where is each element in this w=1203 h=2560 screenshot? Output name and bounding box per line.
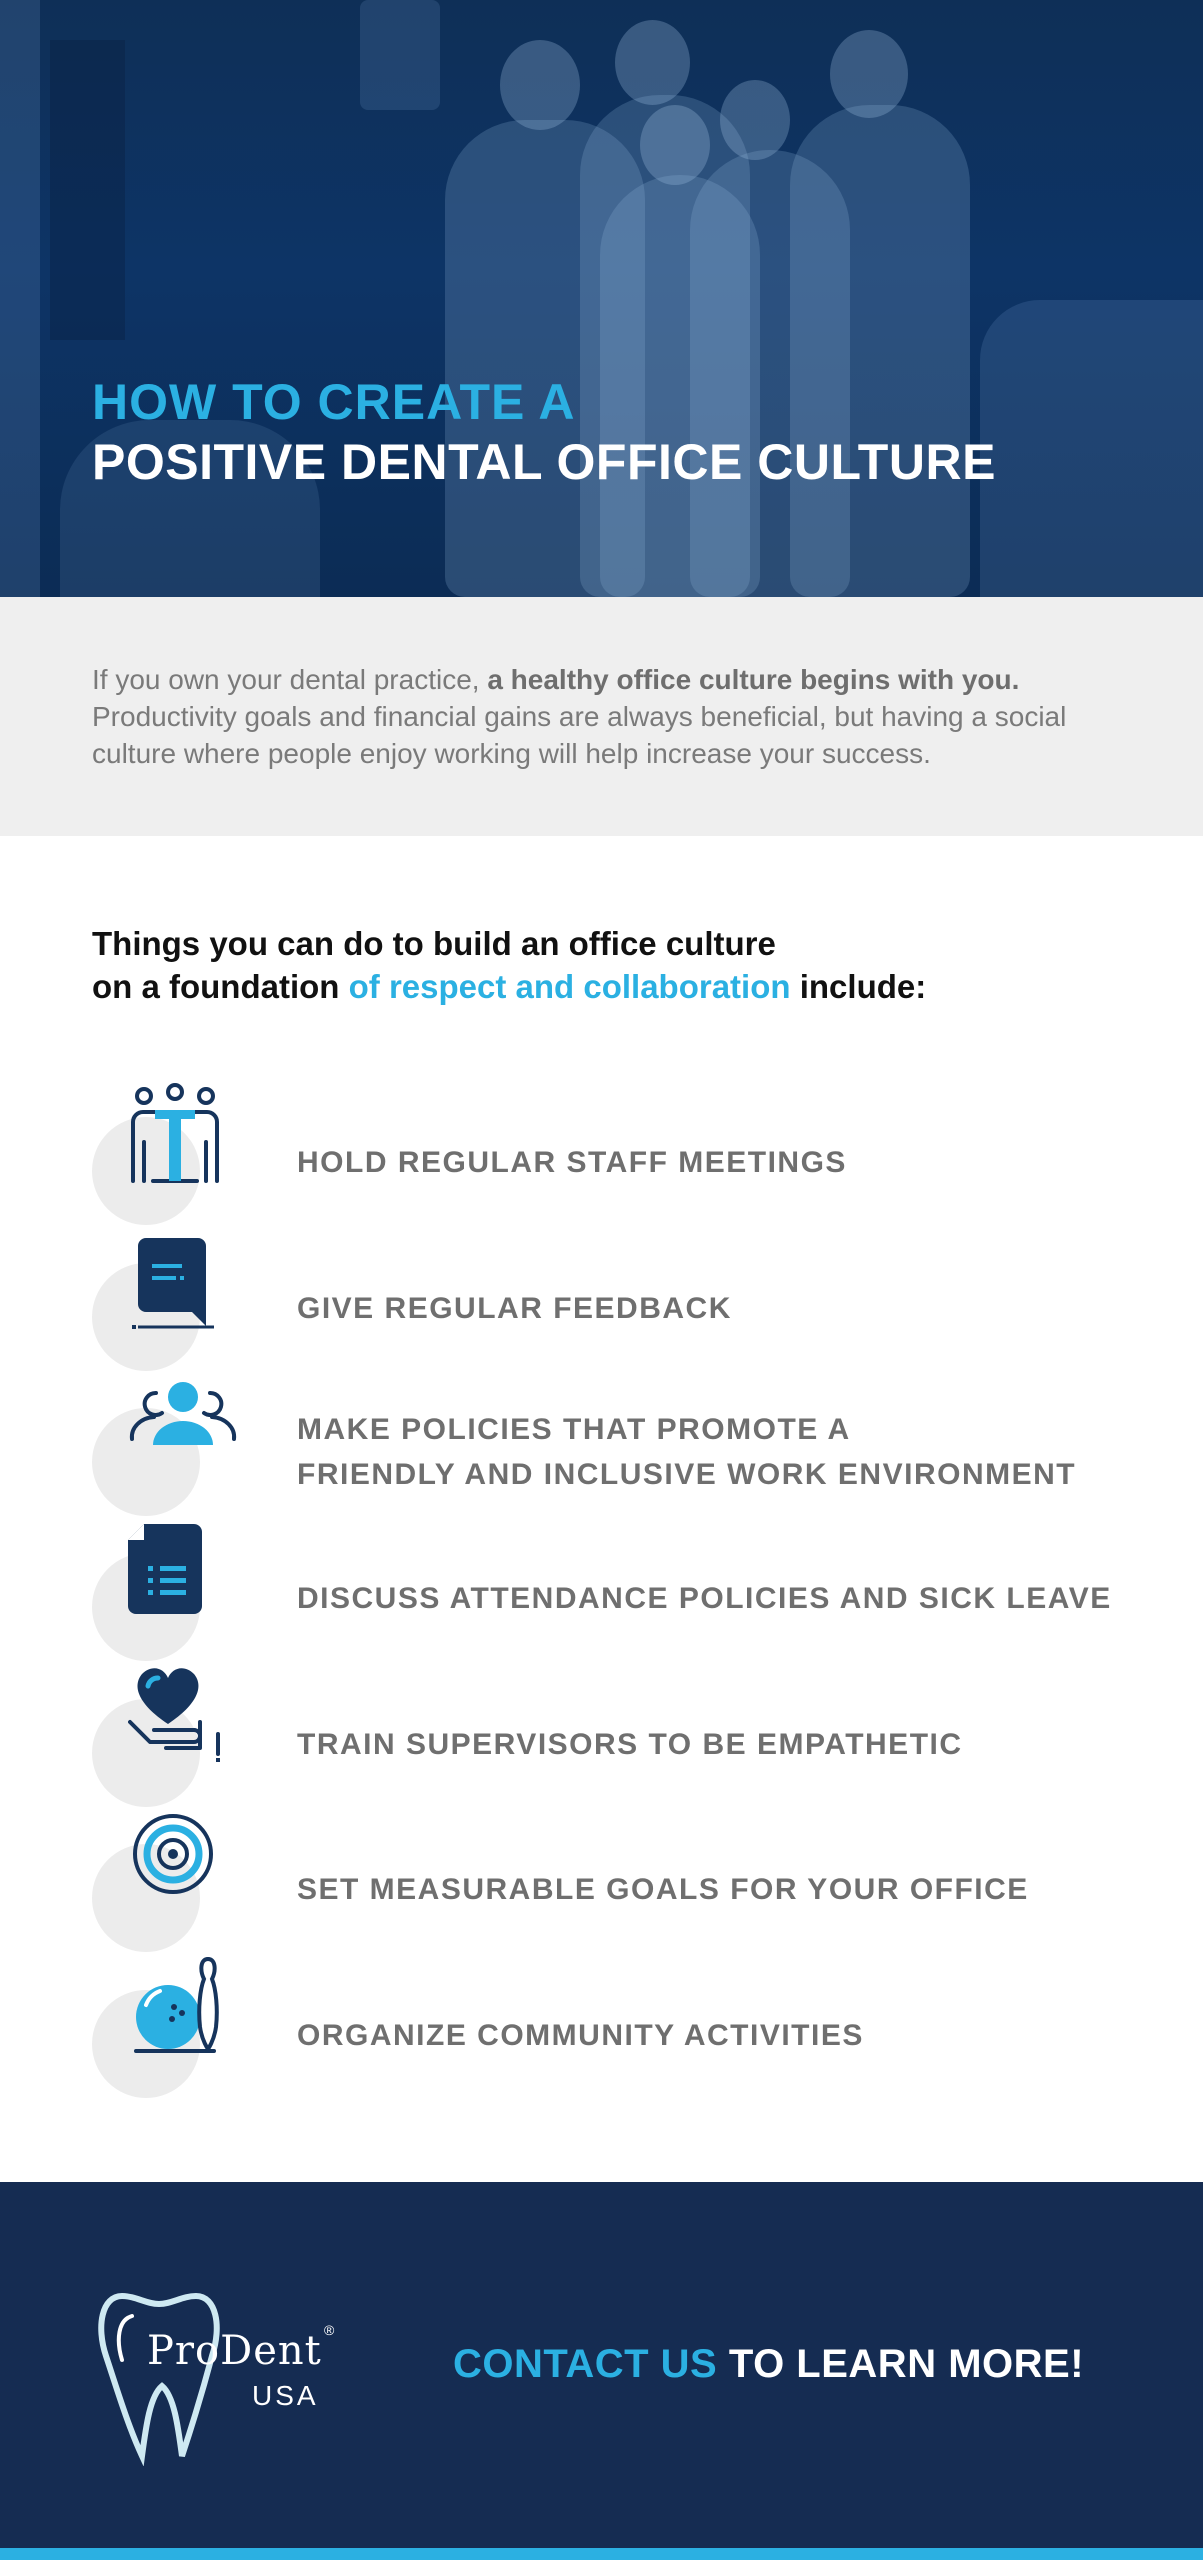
item-label-line2: FRIENDLY AND INCLUSIVE WORK ENVIRONMENT [297,1458,1077,1491]
list-item [0,1373,1203,1503]
list-heading-line1: Things you can do to build an office culture [92,925,776,962]
logo-sub: USA [252,2380,319,2411]
chat-bubble-icon [128,1228,238,1338]
intro-text-start: If you own your dental practice, [92,664,488,695]
list-item [0,1228,1203,1358]
cta-rest: TO LEARN MORE! [717,2342,1085,2386]
page-title [92,372,996,492]
list-item [0,1955,1203,2085]
list-heading-line2-start: on a foundation [92,968,349,1005]
list-heading-line2-end: include: [790,968,927,1005]
footer-accent-bar [0,2548,1203,2560]
heart-hand-icon [128,1664,238,1774]
item-label [297,1407,1076,1497]
people-group-icon [128,1373,238,1483]
intro-text-end: Productivity goals and financial gains are always beneficial, but having a social culture where people enjoy working will help increase your success. [92,701,1067,769]
list-item [0,1664,1203,1794]
list-item [0,1082,1203,1212]
logo-registered-mark: ® [324,2322,335,2338]
item-label: TRAIN SUPERVISORS TO BE EMPATHETIC [297,1728,963,1761]
title-line-1: HOW TO CREATE A [92,374,576,430]
intro-paragraph [92,661,1132,772]
bowling-icon [128,1955,238,2065]
item-label: ORGANIZE COMMUNITY ACTIVITIES [297,2019,864,2052]
intro-section [0,597,1203,836]
contact-us-link[interactable]: CONTACT US [453,2342,718,2386]
item-label-line1: MAKE POLICIES THAT PROMOTE A [297,1413,851,1446]
list-item [0,1809,1203,1939]
item-label: GIVE REGULAR FEEDBACK [297,1292,732,1325]
list-heading-highlight: of respect and collaboration [348,968,791,1005]
list-item [0,1518,1203,1648]
document-list-icon [128,1518,238,1628]
contact-cta[interactable] [453,2342,1084,2387]
item-label: SET MEASURABLE GOALS FOR YOUR OFFICE [297,1873,1029,1906]
list-heading [92,922,926,1008]
team-icon [128,1082,238,1192]
hero-banner [0,0,1203,597]
intro-text-bold: a healthy office culture begins with you. [487,664,1020,695]
footer [0,2182,1203,2560]
logo-brand: ProDent [147,2328,322,2374]
prodent-logo[interactable] [92,2276,352,2466]
title-line-2: POSITIVE DENTAL OFFICE CULTURE [92,434,996,490]
target-icon [128,1809,238,1919]
item-label: HOLD REGULAR STAFF MEETINGS [297,1146,847,1179]
item-label: DISCUSS ATTENDANCE POLICIES AND SICK LEAVE [297,1582,1112,1615]
